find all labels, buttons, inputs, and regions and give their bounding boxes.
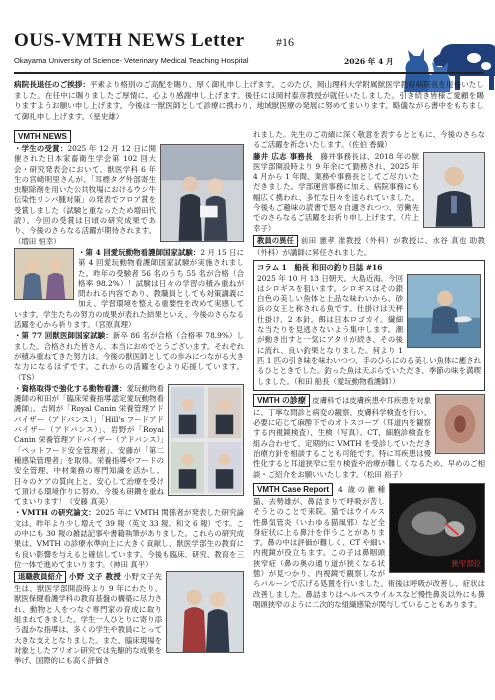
director-greeting (14, 80, 484, 122)
dermatology-photo (435, 394, 485, 454)
certification-photo (168, 384, 244, 496)
news-item-body: 2025 年 12 月 12 日に開催された日本家畜衛生学会第 102 回大会・研究発表会において、獣医学科 6 年生の宮崎明里さんが、「耳標タグ外部寄生虫駆除剤を用いた公共牧場におけるウシ牛伝染性リンパ腫対策」の発表でフロア賞を受賞しました（試験と重なったため増田代読）。今回の受賞は日頃の研究成果であり、今後のさらなる活躍が期待されます。（増田 恒幸） (14, 144, 156, 246)
retiring-label: 退職教員紹介 (14, 571, 66, 583)
section-vmth-news: VMTH NEWS (14, 130, 71, 143)
nurse-exam-photo (14, 248, 74, 300)
left-column (14, 130, 244, 668)
news-item-body: 愛玩動物看護師の和田が「臨床栄養指導認定愛玩動物看護師」、吉岡が「Royal Canin 栄養管理アドバイザー（アドバンス）」「Hill's フードアドバイザー（アドバンス）」、岩野が「Royal Canin 栄養管理アドバイザー（アドバンス）」「ペットフード安全管理者」、安藤が「第二種感染管理者」を取得。栄養指導やフードの安全管理、中材業務の専門知識を活かし、日々のケアの質向上と、安心して治療を受けて頂ける環境作りに努め、今後も研鑽を重ねてまいります！（安藤 真美） (14, 383, 164, 507)
news-item-retiring-professor (14, 571, 244, 666)
fishing-photo (407, 274, 481, 348)
faculty-promotion (253, 235, 485, 258)
promotion-label: 教員の異任 (253, 235, 298, 247)
staff-body: 藤井事務長は、2018 年の獣医学部開設時より 9 年余にて勤務され、2025 年 4 月から 1 年間、業務や事務長としてご尽力いただきました。学部運営事務に加え、病院事務にも幅広く携われ、多忙な日々を送られていました。今後もご趣味の読書で悠々自適されつつ、労働先でのさらなるご活躍をお祈り申し上げます。（片上 幸子） (253, 151, 419, 233)
news-item-student-award (14, 144, 244, 247)
news-item-title: ・第 77 回獣医師国家試験： (14, 331, 113, 341)
fishing-column (253, 260, 485, 391)
clinic-body: 皮膚科では皮膚疾患や耳疾患を対象に、丁寧な問診と病変の観察、皮膚科学検査を行い、必要に応じて麻酔下でのオトスコープ（耳道内を観察する内視鏡検査）、生検（写真）、CT、細胞診検査を組み合わせて、定期的に VMTH を受診していただき治療方針を相談することも可能です。特に耳疾患は慢性化すると耳道狭窄に至り検査や治療が難しくなるため、早めのご相談・ご紹介をお願いいたします。（松田 裕子） (253, 395, 485, 479)
news-item-body: 2025 年に VMTH 関係者が発表した研究論文は、昨年より少し増えて 39 報（英文 33 報、和文 6 報）です。この中にも 30 報の雑誌記事や書籍執筆がありました。これらの研究成果は、VMTH の診療水準向上に大きく貢献し、獣医学部生の教育にも良い影響を与えると確信しています。今後も臨床、研究、教育を三位一体で進めてまいります。（神田 真平） (14, 508, 244, 569)
right-column (253, 130, 485, 611)
masthead (14, 30, 484, 72)
news-item-title: ・VMTH の研究論文： (14, 508, 96, 518)
clinic-section (253, 394, 485, 480)
news-item-body: 小野文子先生は、獣医学部開設時より 9 年にわたり、獣医保健看護学科の教育基盤の構築に尽力され、動物と人をつなぐ専門家の育成に取り組まれてきました。学生一人ひとりに寄り添う温かな指導は、多くの学生や教員にとって大きな支えとなりました。また、臨床現場を対象としたプリオン研究では先駆的な成果を挙げ、国際的にも高く評価さ (14, 572, 162, 666)
retiring-name: 小野 文子 教授 (69, 572, 122, 582)
header-rule (14, 72, 484, 74)
column-body: 2025 年 10 月 13 日朝天。大島近海。今回はシロギスを狙います。シロギスはその銀白色の美しい魚体と上品な味わいから、砂浜の女王と称される魚です。仕掛けは天秤仕掛け、2 本針。餌は日本ロゴカイ。繊細な当たりを見逃さないよう集中します。潮が動き出すと一気にアタリが続き、その後に流れ、良い釣果となりました。何より 1 匹 1 匹の引き味を味わいつつ、手のひらにのる美しい魚体に癒されるひとときでした。釣った魚は天ぷらでいただき、季節の味を満喫しました。（和田 船長（愛玩動物看護師）） (257, 273, 481, 386)
column-title: コラム 1 船長 和田の釣り日誌 #16 (257, 263, 383, 273)
news-item-title: ・第 4 回愛玩動物看護師国家試験： (78, 247, 201, 257)
news-item-certifications (14, 384, 244, 508)
staff-photo (423, 152, 485, 228)
staff-retirement (253, 152, 485, 234)
section-case-report: VMTH Case Report (253, 483, 333, 496)
issue-number: #16 (276, 35, 294, 49)
award-photo (160, 144, 244, 242)
news-item-vet-exam (14, 331, 244, 382)
ct-scan-photo (389, 483, 485, 573)
greeting-heading: 病院長退任のご挨拶： (14, 80, 90, 89)
issue-date: 2026 年 4 月 (344, 57, 394, 66)
retiring-professor-photo (166, 571, 244, 653)
promotion-body: 前田 憲孝 准教授（外科）が教授に、水谷 真也 助教（外科）が講師に昇任されました。 (253, 235, 485, 257)
case-report (253, 483, 485, 610)
news-item-body: 2 月 15 日に第 4 回愛玩動物看護師国家試験が実施されました。昨年の受験者 56 名のうち 55 名が合格（合格率 98.2%）！試験は日々の学習の積み重ねが問われる内容であり、教職員としても対策講義に加え、学習環境を整える重要性を改めて実感しています。学生たちの努力の成果が表れた結果といえ、今後のさらなる活躍を心から祈ります。（宮原真理） (14, 247, 244, 330)
ct-caption: 狭窄部位 (451, 558, 481, 568)
staff-name: 藤井 広志 事務長 (253, 151, 313, 161)
newsletter-title: OUS-VMTH NEWS Letter (14, 30, 245, 51)
greeting-body: 平素より格別のご高配を賜り、厚く御礼申し上げます。このたび、岡山理科大学附属獣医学教育病院長を退任いたしました。在任中に賜りましたご厚情に、心より感謝申し上げます。後任には岡村泰彦教授が就任いたしました。引き続き皆様ご愛顧を賜りますようお願い申し上げます。今後は一獣医師として診療に携わり、地域獣医療の発展に努めてまいります。略儀ながら書中をもちまして御礼申し上げます。（星史雄） (14, 80, 484, 121)
news-item-body: 新卒 86 名が合格（合格率 78.9%）しました。合格された皆さん、本当におめでとうございます。それぞれが積み重ねてきた努力は、今後の獣医師としての歩みにつながる大きな力になるはずです。これからの活躍を心より応援しています。（TS） (14, 331, 244, 382)
hospital-name: Okayama University of Science- Veterinary Medical Teaching Hospital (14, 56, 249, 65)
news-item-title: ・資格取得で強化する動物看護： (14, 383, 127, 393)
section-clinic: VMTH の診療 (253, 394, 310, 407)
news-item-title: ・学生の受賞： (14, 144, 68, 153)
continued-text: れました。先生のご功績に深く敬意を表するとともに、今後のさらなるご活躍を祈念いたします。（佐伯 香織） (253, 130, 485, 150)
case-body: 4 歳の雑種猫、去勢雄が、鼻詰まりで呼吸が苦しそうとのことで来院。猫ではウイルス性鼻気管炎（いわゆる猫風邪）など全身症状に上る鼻汁を伴うことがあります。鼻の中は評価が難しく、CT や細い内視鏡が役立ちます。この子は鼻咽頭狭窄症（鼻の奥の通り道が狭くなる状態）が見つかり、内視鏡で観察しながらバルーンで広げる処置を行いました。術後は呼吸が改善し、症状は改善しました。鼻詰まりはヘルペスウイルスなど慢性鼻炎以外にも鼻咽頭狭窄のように二次的な組織感染が関与していることもあります。 (253, 484, 485, 609)
news-item-nurse-exam (14, 248, 244, 330)
news-item-research (14, 508, 244, 570)
